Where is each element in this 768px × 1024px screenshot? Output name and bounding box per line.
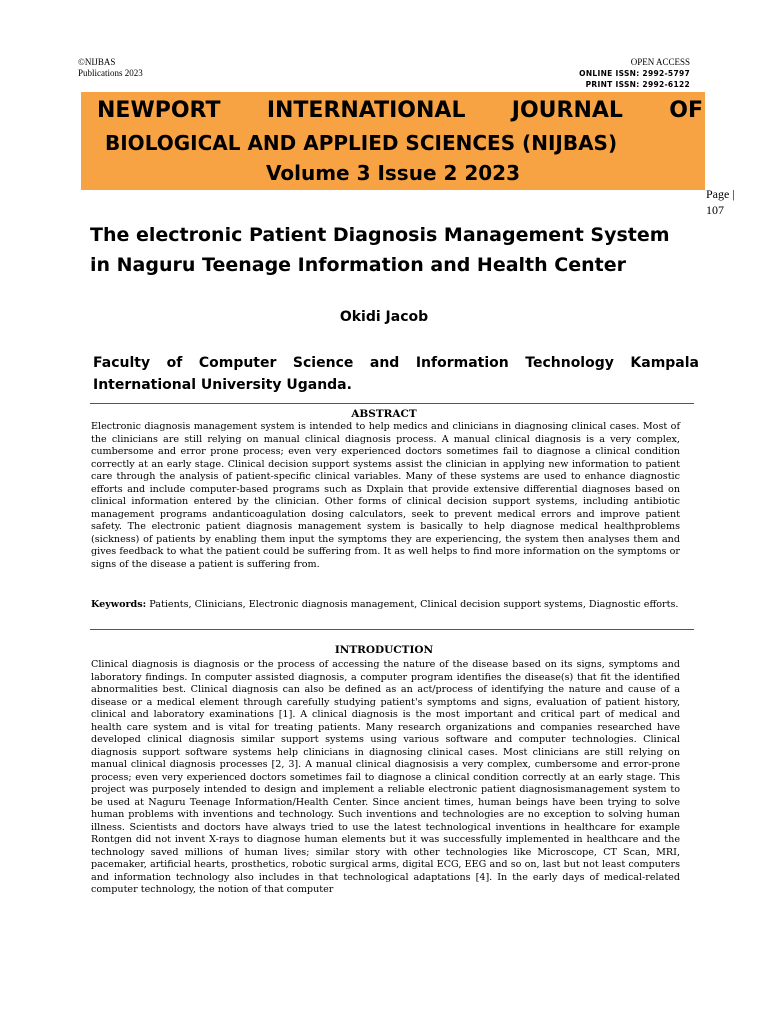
author-affiliation: Faculty of Computer Science and Information Technology Kampala International University Uganda. [93,355,699,393]
abstract-bottom-rule [90,629,694,630]
keywords-list: Patients, Clinicians, Electronic diagnosis management, Clinical decision support systems, Diagnostic efforts. [149,599,679,610]
journal-word: NEWPORT [97,98,221,123]
paper-title [90,220,700,280]
page-label: Page | [706,187,735,201]
publisher-block [78,57,143,79]
journal-banner [81,92,705,190]
page-value: 107 [706,203,724,217]
page-number [706,186,735,218]
publications-year: Publications 2023 [78,68,143,78]
journal-name-line1 [97,96,703,126]
journal-word: OF [669,98,703,123]
journal-name-line2: BIOLOGICAL AND APPLIED SCIENCES (NIJBAS) [105,131,618,155]
abstract-text: Electronic diagnosis management system is intended to help medics and clinicians in diagnosing clinical cases. Most of the clinicians are still relying on manual clinical diagnosis process. A manual clinical diagnosis is a very complex, cumbersome and error prone process; even very experienced doctors sometimes fail to diagnose a clinical condition correctly at an early stage. Clinical decision support systems assist the clinician in applying new information to patient care through the analysis of patient-specific clinical variables. Many of these systems are used to enhance diagnostic efforts and include computer-based programs such as Dxplain that provide extensive differential diagnoses based on clinical information entered by the clinician. Other forms of clinical decision support systems, including antibiotic management programs andanticoagulation dosing calculators, seek to prevent medical errors and improve patient safety. The electronic patient diagnosis management system is basically to help diagnose medical healthproblems (sickness) of patients by enabling them input the symptoms they are experiencing, the system then analyses them and gives feedback to what the patient could be suffering from. It as well helps to find more information on the symptoms or signs of the disease a patient is suffering from. [91,421,680,570]
keywords-label: Keywords: [91,599,147,610]
title-line: in Naguru Teenage Information and Health Center [90,254,626,276]
abstract-top-rule [90,403,694,404]
author-name: Okidi Jacob [339,309,429,325]
online-issn: ONLINE ISSN: 2992-5797 [579,69,690,78]
journal-word: INTERNATIONAL [266,98,466,123]
title-line: The electronic Patient Diagnosis Management System [90,224,670,246]
open-access-label: OPEN ACCESS [630,57,690,67]
volume-issue: Volume 3 Issue 2 2023 [265,161,521,185]
print-issn: PRINT ISSN: 2992-6122 [585,80,690,89]
introduction-heading: INTRODUCTION [334,644,434,656]
access-block [579,57,690,90]
copyright-label: ©NIJBAS [78,57,116,67]
journal-word: JOURNAL [511,98,623,123]
introduction-text: Clinical diagnosis is diagnosis or the process of accessing the nature of the disease based on its signs, symptoms and laboratory findings. In computer assisted diagnosis, a computer program identifies the disease(s) that fit the identified abnormalities best. Clinical diagnosis can also be defined as an act/process of identifying the nature and cause of a disease or a medical element through carefully studying patient's symptoms and signs, evaluation of patient history, clinical and laboratory examinations [1]. A clinical diagnosis is the most important and critical part of medical and health care system and is vital for treating patients. Many research organizations and companies researched have developed clinical diagnosis similar support systems using various software and computer technologies. Clinical diagnosis support software systems help clinicians in diagnosing clinical cases. Most clinicians are still relying on manual clinical diagnosis processes [2, 3]. A manual clinical diagnosisis a very complex, cumbersome and error-prone process; even very experienced doctors sometimes fail to diagnose a clinical condition correctly at an early stage. This project was purposely intended to design and implement a reliable electronic patient diagnosismanagement system to be used at Naguru Teenage Information/Health Center. Since ancient times, human beings have been trying to solve human problems with inventions and technology. Such inventions and technologies are no exception to solving human illness. Scientists and doctors have always tried to use the latest technological inventions in healthcare for example Rontgen did not invent X-rays to diagnose human elements but it was successfully implemented in healthcare and the technology saved millions of human lives; similar story with other technologies like Microscope, CT Scan, MRI, pacemaker, artificial hearts, prosthetics, robotic surgical arms, digital ECG, EEG and so on, last but not least computers and information technology also includes in that technological adaptations [4]. In the early days of medical-related computer technology, the notion of that computer [91,659,680,895]
keywords [91,599,680,612]
abstract-heading: ABSTRACT [351,408,417,420]
